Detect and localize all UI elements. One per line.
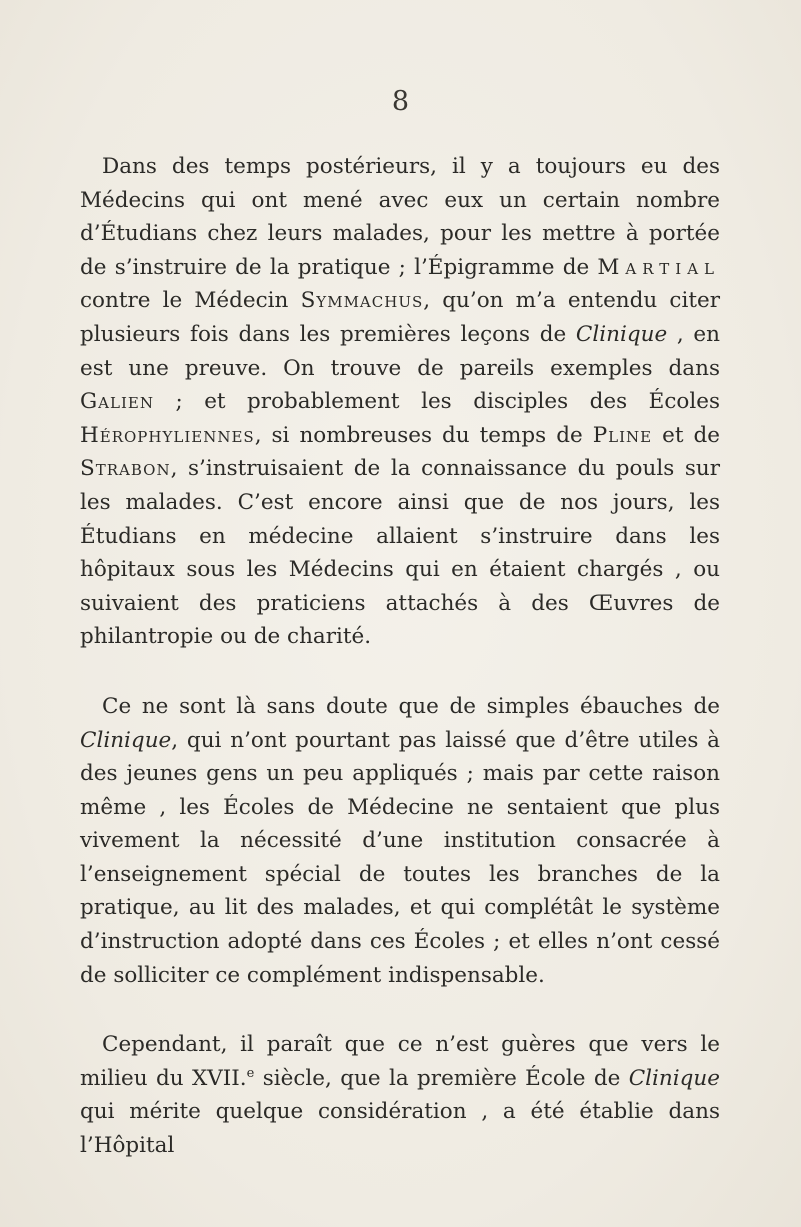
- paragraph-3: [80, 1028, 720, 1162]
- page-number: 8: [391, 86, 410, 117]
- text-segment: contre le Médecin: [80, 288, 301, 314]
- text-segment: Martial: [597, 254, 720, 280]
- text-segment: Galien: [80, 389, 154, 415]
- text-segment: siècle, que la première École de: [254, 1065, 629, 1091]
- paragraph-1: [80, 150, 720, 654]
- text-segment: et de: [652, 422, 720, 448]
- text-segment: , s’instruisaient de la connaissance du pouls sur les malades. C’est encore ainsi que de nos jours, les Étudians en médecine allaient s’instruire dans les hôpitaux sous les Médecins qui en étaient chargés , ou suivaient des praticiens attachés à des Œuvres de philantropie ou de charité.: [80, 456, 720, 650]
- text-segment: Dans des temps postérieurs, il y a toujours eu des Médecins qui ont mené avec eux un certain nombre d’Étudians chez leurs malades, pour les mettre à portée de s’instruire de la pratique ; l’Épigramme de: [80, 154, 720, 280]
- text-segment: qui mérite quelque considération , a été établie dans l’Hôpital: [80, 1099, 720, 1159]
- text-segment: e: [246, 1065, 255, 1081]
- text-segment: Symmachus: [300, 288, 424, 314]
- text-segment: , en est une preuve. On trouve de pareils exemples dans: [80, 321, 720, 381]
- text-segment: ; et probablement les disciples des Écoles: [153, 389, 720, 415]
- text-segment: , qu’on m’a entendu citer plusieurs fois dans les premières leçons de: [80, 288, 720, 347]
- text-segment: Clinique: [628, 1065, 720, 1091]
- text-segment: Ce ne sont là sans doute que de simples ébauches de: [102, 693, 720, 719]
- body-text: [80, 150, 720, 1163]
- text-segment: Pline: [592, 422, 653, 448]
- text-segment: Cependant, il paraît que ce n’est guères que vers le milieu du XVII.: [80, 1032, 720, 1091]
- text-segment: Clinique: [575, 321, 668, 347]
- text-segment: Hérophyliennes: [80, 422, 255, 448]
- text-segment: Clinique: [80, 727, 172, 753]
- text-segment: , qui n’ont pourtant pas laissé que d’être utiles à des jeunes gens un peu appliqués ; mais par cette raison même , les Écoles de Médecine ne sentaient que plus vivement la nécessité d’une institution consacrée à l’enseignement spécial de toutes les branches de la pratique, au lit des malades, et qui complétât le système d’instruction adopté dans ces Écoles ; et elles n’ont cessé de solliciter ce complément indispensable.: [80, 727, 720, 988]
- text-segment: , si nombreuses du temps de: [254, 422, 593, 448]
- text-segment: Strabon: [80, 456, 171, 482]
- paragraph-2: [80, 690, 720, 992]
